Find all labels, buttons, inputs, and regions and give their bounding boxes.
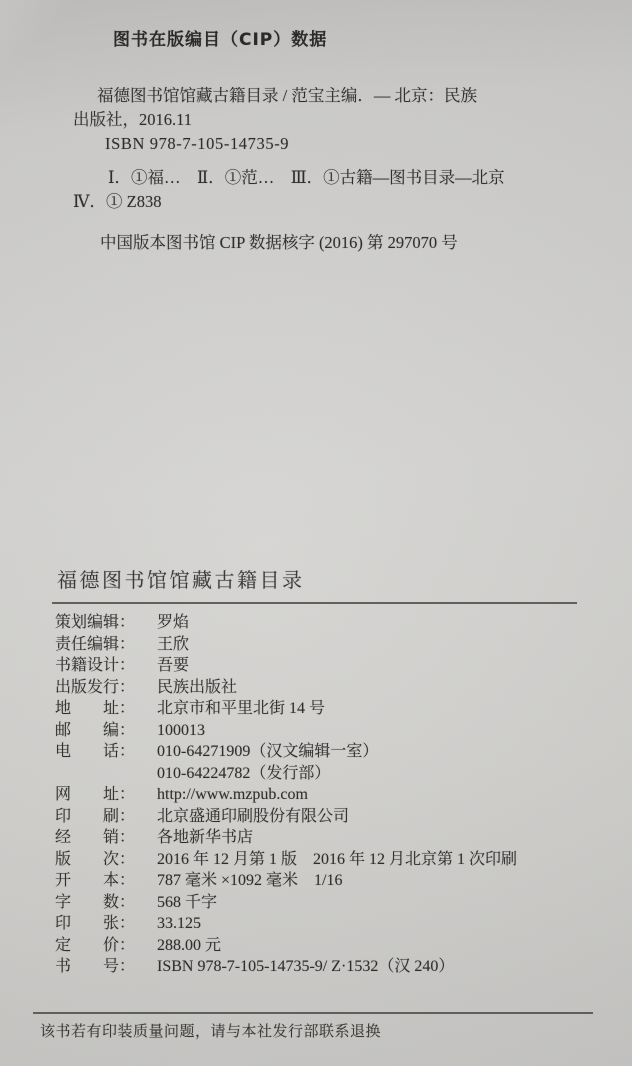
colophon-row bbox=[55, 612, 517, 634]
cip-title-line: 福德图书馆馆藏古籍目录 / 范宝主编．— 北京：民族 bbox=[97, 86, 477, 105]
colophon-label: 印 刷： bbox=[55, 807, 136, 825]
colophon-row bbox=[55, 677, 517, 699]
colophon-value: ISBN 978-7-105-14735-9/ Z·1532（汉 240） bbox=[157, 958, 455, 975]
cip-data-block bbox=[73, 84, 477, 156]
colophon-row bbox=[55, 741, 517, 763]
colophon-label: 定 价： bbox=[55, 936, 136, 954]
colophon-label: 出版发行： bbox=[55, 678, 136, 696]
colophon-row bbox=[55, 870, 517, 892]
colophon-label: 地 址： bbox=[55, 700, 136, 717]
cip-classification-line-2: Ⅳ．① Z838 bbox=[73, 192, 162, 211]
colophon-row bbox=[55, 634, 517, 656]
title-divider bbox=[52, 602, 577, 604]
colophon-label: 版 次： bbox=[55, 850, 136, 868]
book-title: 福德图书馆馆藏古籍目录 bbox=[57, 570, 305, 592]
colophon-table bbox=[55, 612, 517, 978]
colophon-value: 各地新华书店 bbox=[157, 829, 254, 846]
quality-note: 该书若有印装质量问题，请与本社发行部联系退换 bbox=[40, 1024, 382, 1040]
colophon-value: 北京市和平里北街 14 号 bbox=[157, 700, 326, 717]
colophon-row bbox=[55, 849, 517, 871]
colophon-label: 书 号： bbox=[55, 958, 136, 975]
colophon-value: 罗焰 bbox=[157, 614, 190, 631]
colophon-value: 吾要 bbox=[157, 657, 190, 674]
footer-divider bbox=[33, 1012, 593, 1014]
colophon-label: 责任编辑： bbox=[55, 635, 136, 653]
colophon-value: 王欣 bbox=[157, 635, 190, 653]
cip-classification-line-1: Ⅰ．①福… Ⅱ．①范… Ⅲ．①古籍—图书目录—北京 bbox=[108, 168, 505, 187]
colophon-row bbox=[55, 935, 517, 957]
cip-header: 图书在版编目（CIP）数据 bbox=[113, 30, 328, 50]
colophon-value: 北京盛通印刷股份有限公司 bbox=[157, 807, 350, 825]
colophon-value: 787 毫米 ×1092 毫米 1/16 bbox=[157, 872, 343, 889]
colophon-row bbox=[55, 784, 517, 806]
colophon-row bbox=[55, 806, 517, 828]
colophon-value: 010-64224782（发行部） bbox=[157, 764, 331, 782]
colophon-label: 网 址： bbox=[55, 786, 136, 803]
colophon-row bbox=[55, 698, 517, 720]
colophon-value: 010-64271909（汉文编辑一室） bbox=[157, 743, 379, 760]
colophon-label: 开 本： bbox=[55, 872, 136, 889]
colophon-label: 策划编辑： bbox=[55, 614, 136, 631]
colophon-value: 288.00 元 bbox=[157, 936, 222, 954]
colophon-label: 印 张： bbox=[55, 915, 136, 932]
colophon-row bbox=[55, 956, 517, 978]
colophon-row bbox=[55, 827, 517, 849]
cip-record-line: 中国版本图书馆 CIP 数据核字 (2016) 第 297070 号 bbox=[100, 233, 458, 252]
cip-isbn-line: ISBN 978-7-105-14735-9 bbox=[105, 134, 290, 153]
colophon-value: 2016 年 12 月第 1 版 2016 年 12 月北京第 1 次印刷 bbox=[157, 850, 518, 868]
colophon-row bbox=[55, 720, 517, 742]
colophon-row bbox=[55, 763, 517, 785]
colophon-value: 民族出版社 bbox=[157, 678, 238, 696]
colophon-label: 邮 编： bbox=[55, 721, 136, 739]
colophon-row bbox=[55, 913, 517, 935]
cip-classification-block bbox=[73, 166, 505, 214]
colophon-label: 电 话： bbox=[55, 743, 136, 760]
colophon-row bbox=[55, 892, 517, 914]
colophon-value: 100013 bbox=[157, 721, 205, 739]
colophon-value: 568 千字 bbox=[157, 893, 218, 911]
colophon-label: 书籍设计： bbox=[55, 657, 136, 674]
colophon-row bbox=[55, 655, 517, 677]
colophon-value: http://www.mzpub.com bbox=[157, 786, 308, 803]
colophon-label: 字 数： bbox=[55, 893, 136, 911]
colophon-label: 经 销： bbox=[55, 829, 136, 846]
cip-publisher-line: 出版社，2016.11 bbox=[73, 110, 193, 129]
colophon-value: 33.125 bbox=[157, 915, 201, 932]
